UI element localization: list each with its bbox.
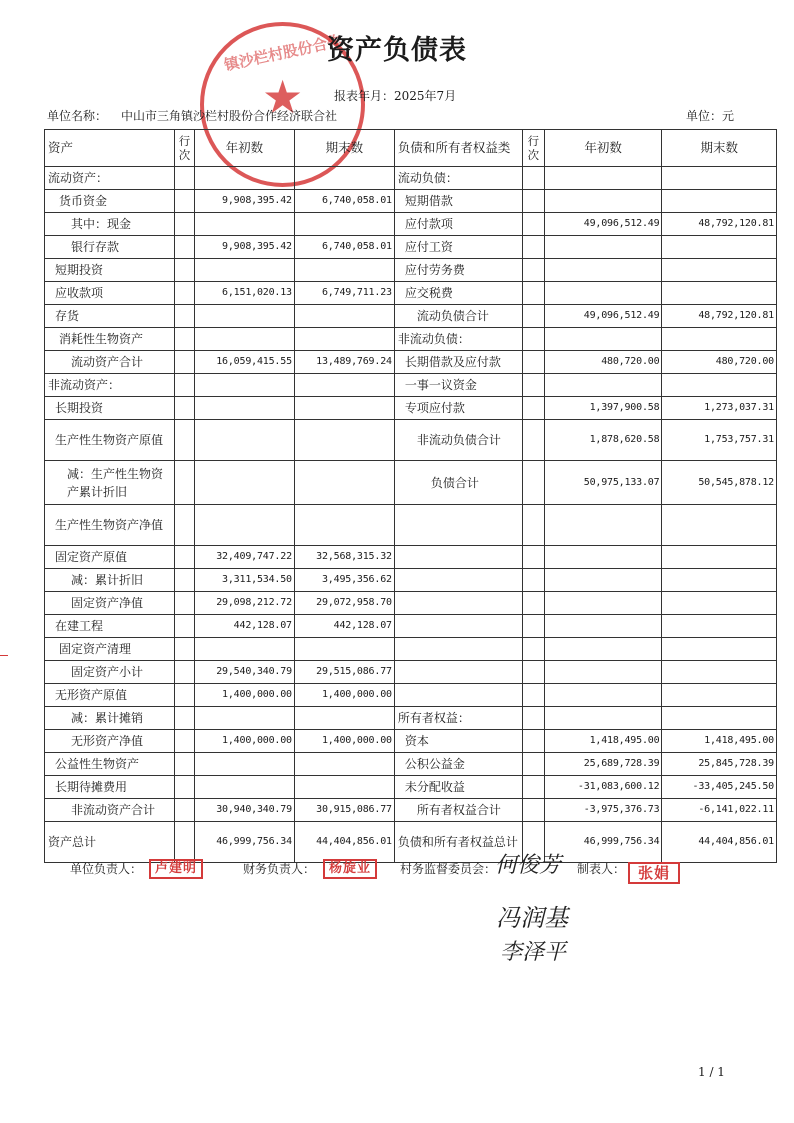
asset-begin: 29,098,212.72	[194, 592, 294, 615]
table-row	[45, 351, 777, 374]
liability-label	[394, 638, 522, 661]
col-begin2: 年初数	[544, 130, 662, 167]
liability-end: -6,141,022.11	[662, 799, 777, 822]
liability-begin: 1,397,900.58	[544, 397, 662, 420]
liability-begin	[544, 592, 662, 615]
liability-begin	[544, 259, 662, 282]
asset-label: 固定资产净值	[45, 592, 175, 615]
asset-begin	[194, 707, 294, 730]
liability-begin: 25,689,728.39	[544, 753, 662, 776]
liability-end	[662, 505, 777, 546]
liability-seq	[522, 730, 544, 753]
liability-begin: -3,975,376.73	[544, 799, 662, 822]
table-row	[45, 684, 777, 707]
asset-end	[294, 397, 394, 420]
liability-begin	[544, 328, 662, 351]
liability-begin	[544, 707, 662, 730]
asset-seq	[175, 461, 195, 505]
liability-end	[662, 707, 777, 730]
liability-begin	[544, 615, 662, 638]
asset-end	[294, 753, 394, 776]
asset-seq	[175, 707, 195, 730]
liability-end	[662, 236, 777, 259]
liability-end: 1,418,495.00	[662, 730, 777, 753]
liability-end	[662, 592, 777, 615]
liability-label	[394, 505, 522, 546]
asset-begin: 30,940,340.79	[194, 799, 294, 822]
liability-end: 50,545,878.12	[662, 461, 777, 505]
asset-label: 生产性生物资产原值	[45, 420, 175, 461]
preparer-label: 制表人：	[577, 862, 626, 876]
liability-seq	[522, 190, 544, 213]
asset-end: 29,515,086.77	[294, 661, 394, 684]
liability-label: 非流动负债合计	[394, 420, 522, 461]
asset-seq	[175, 505, 195, 546]
liability-seq	[522, 282, 544, 305]
balance-sheet-body	[45, 167, 777, 863]
asset-begin: 29,540,340.79	[194, 661, 294, 684]
asset-label: 无形资产净值	[45, 730, 175, 753]
table-row	[45, 546, 777, 569]
asset-begin	[194, 213, 294, 236]
table-row	[45, 259, 777, 282]
liability-begin	[544, 638, 662, 661]
liability-end: -33,405,245.50	[662, 776, 777, 799]
unit-name-label: 单位名称：	[47, 109, 108, 123]
supervision-signature-3: 李泽平	[500, 940, 567, 965]
liability-seq	[522, 684, 544, 707]
asset-seq	[175, 753, 195, 776]
liability-label: 负债和所有者权益总计	[394, 822, 522, 863]
asset-end	[294, 213, 394, 236]
asset-label: 长期待摊费用	[45, 776, 175, 799]
asset-end	[294, 305, 394, 328]
liability-seq	[522, 351, 544, 374]
liability-label: 未分配收益	[394, 776, 522, 799]
page-title: 资产负债表	[327, 35, 467, 66]
table-header	[45, 130, 777, 167]
report-period	[334, 87, 456, 104]
liability-begin	[544, 167, 662, 190]
asset-begin: 9,908,395.42	[194, 190, 294, 213]
liability-seq	[522, 374, 544, 397]
asset-label: 固定资产小计	[45, 661, 175, 684]
liability-seq	[522, 569, 544, 592]
liability-label: 负债合计	[394, 461, 522, 505]
liability-seq	[522, 546, 544, 569]
asset-seq	[175, 236, 195, 259]
asset-label: 公益性生物资产	[45, 753, 175, 776]
col-seq: 行次	[175, 130, 195, 167]
balance-sheet-table	[44, 129, 777, 863]
liability-begin	[544, 282, 662, 305]
table-row	[45, 592, 777, 615]
unit-name-value: 中山市三角镇沙栏村股份合作经济联合社	[121, 109, 338, 123]
liability-end: 1,273,037.31	[662, 397, 777, 420]
asset-seq	[175, 684, 195, 707]
liability-label: 短期借款	[394, 190, 522, 213]
table-row	[45, 420, 777, 461]
asset-seq	[175, 546, 195, 569]
asset-begin	[194, 461, 294, 505]
asset-label: 其中：现金	[45, 213, 175, 236]
liability-seq	[522, 615, 544, 638]
seal-star-icon: ★	[262, 70, 304, 124]
col-seq2: 行次	[522, 130, 544, 167]
asset-seq	[175, 259, 195, 282]
asset-begin: 46,999,756.34	[194, 822, 294, 863]
liability-begin: 49,096,512.49	[544, 305, 662, 328]
asset-seq	[175, 420, 195, 461]
table-row	[45, 167, 777, 190]
asset-begin	[194, 638, 294, 661]
asset-begin	[194, 753, 294, 776]
asset-label: 消耗性生物资产	[45, 328, 175, 351]
liability-begin	[544, 190, 662, 213]
col-asset: 资产	[45, 130, 175, 167]
table-row	[45, 190, 777, 213]
table-row	[45, 305, 777, 328]
asset-seq	[175, 167, 195, 190]
asset-begin	[194, 167, 294, 190]
head-stamp: 卢建明	[149, 859, 203, 879]
asset-label: 减：生产性生物资产累计折旧	[45, 461, 175, 505]
asset-seq	[175, 730, 195, 753]
liability-begin: 50,975,133.07	[544, 461, 662, 505]
liability-seq	[522, 259, 544, 282]
liability-end: 1,753,757.31	[662, 420, 777, 461]
liability-begin: 49,096,512.49	[544, 213, 662, 236]
liability-label	[394, 684, 522, 707]
liability-label: 所有者权益：	[394, 707, 522, 730]
liability-begin	[544, 684, 662, 707]
asset-end: 1,400,000.00	[294, 684, 394, 707]
asset-begin	[194, 505, 294, 546]
asset-end: 29,072,958.70	[294, 592, 394, 615]
report-period-value: 2025年7月	[394, 89, 457, 103]
asset-seq	[175, 328, 195, 351]
liability-end	[662, 684, 777, 707]
liability-seq	[522, 213, 544, 236]
supervision-label: 村务监督委员会：	[400, 862, 497, 876]
asset-begin	[194, 397, 294, 420]
table-row	[45, 822, 777, 863]
asset-seq	[175, 305, 195, 328]
liability-label: 一事一议资金	[394, 374, 522, 397]
page-number: 1 / 1	[698, 1065, 725, 1079]
asset-end: 6,749,711.23	[294, 282, 394, 305]
liability-label	[394, 592, 522, 615]
asset-label: 存货	[45, 305, 175, 328]
asset-begin	[194, 305, 294, 328]
asset-end	[294, 167, 394, 190]
asset-seq	[175, 397, 195, 420]
asset-label: 无形资产原值	[45, 684, 175, 707]
liability-seq	[522, 397, 544, 420]
asset-seq	[175, 569, 195, 592]
liability-begin: 1,878,620.58	[544, 420, 662, 461]
asset-begin: 16,059,415.55	[194, 351, 294, 374]
liability-seq	[522, 638, 544, 661]
asset-end: 44,404,856.01	[294, 822, 394, 863]
asset-seq	[175, 776, 195, 799]
liability-label	[394, 546, 522, 569]
liability-seq	[522, 776, 544, 799]
table-row	[45, 397, 777, 420]
asset-seq	[175, 799, 195, 822]
liability-label	[394, 661, 522, 684]
liability-begin: 1,418,495.00	[544, 730, 662, 753]
liability-end	[662, 190, 777, 213]
head-label: 单位负责人：	[70, 862, 143, 876]
asset-seq	[175, 190, 195, 213]
liability-label: 应付款项	[394, 213, 522, 236]
asset-label: 减：累计摊销	[45, 707, 175, 730]
asset-begin: 442,128.07	[194, 615, 294, 638]
liability-begin: 46,999,756.34	[544, 822, 662, 863]
preparer-stamp: 张娟	[628, 862, 680, 884]
liability-seq	[522, 505, 544, 546]
asset-end	[294, 259, 394, 282]
asset-label: 流动资产：	[45, 167, 175, 190]
asset-begin: 32,409,747.22	[194, 546, 294, 569]
liability-begin	[544, 374, 662, 397]
asset-seq	[175, 213, 195, 236]
col-begin: 年初数	[194, 130, 294, 167]
asset-seq	[175, 638, 195, 661]
liability-end	[662, 638, 777, 661]
finance-label: 财务负责人：	[243, 862, 316, 876]
asset-end	[294, 638, 394, 661]
asset-label: 非流动资产：	[45, 374, 175, 397]
col-end: 期末数	[294, 130, 394, 167]
asset-label: 生产性生物资产净值	[45, 505, 175, 546]
asset-begin: 6,151,020.13	[194, 282, 294, 305]
asset-label: 在建工程	[45, 615, 175, 638]
asset-label: 资产总计	[45, 822, 175, 863]
currency-unit: 单位：元	[686, 109, 735, 123]
table-row	[45, 282, 777, 305]
liability-seq	[522, 420, 544, 461]
asset-end	[294, 328, 394, 351]
liability-seq	[522, 167, 544, 190]
liability-seq	[522, 592, 544, 615]
asset-end	[294, 461, 394, 505]
table-row	[45, 799, 777, 822]
asset-begin	[194, 420, 294, 461]
liability-label: 应交税费	[394, 282, 522, 305]
asset-label: 固定资产原值	[45, 546, 175, 569]
asset-seq	[175, 374, 195, 397]
asset-seq	[175, 615, 195, 638]
asset-label: 应收款项	[45, 282, 175, 305]
liability-label: 应付劳务费	[394, 259, 522, 282]
asset-end	[294, 707, 394, 730]
liability-label: 非流动负债：	[394, 328, 522, 351]
supervision-signature-1: 何俊芳	[495, 853, 562, 878]
asset-seq	[175, 822, 195, 863]
liability-label	[394, 615, 522, 638]
asset-end	[294, 776, 394, 799]
liability-end	[662, 615, 777, 638]
table-row	[45, 753, 777, 776]
table-row	[45, 374, 777, 397]
col-end2: 期末数	[662, 130, 777, 167]
asset-label: 长期投资	[45, 397, 175, 420]
asset-label: 银行存款	[45, 236, 175, 259]
table-row	[45, 236, 777, 259]
table-row	[45, 661, 777, 684]
liability-end	[662, 569, 777, 592]
liability-seq	[522, 753, 544, 776]
report-period-label: 报表年月：	[334, 89, 395, 103]
liability-label: 专项应付款	[394, 397, 522, 420]
liability-label: 公积公益金	[394, 753, 522, 776]
liability-end: 480,720.00	[662, 351, 777, 374]
asset-seq	[175, 592, 195, 615]
asset-seq	[175, 661, 195, 684]
asset-end: 1,400,000.00	[294, 730, 394, 753]
liability-seq	[522, 305, 544, 328]
liability-begin	[544, 546, 662, 569]
asset-begin: 3,311,534.50	[194, 569, 294, 592]
liability-end	[662, 374, 777, 397]
asset-label: 短期投资	[45, 259, 175, 282]
asset-end	[294, 505, 394, 546]
liability-seq	[522, 707, 544, 730]
asset-begin	[194, 259, 294, 282]
liability-end	[662, 167, 777, 190]
liability-end	[662, 282, 777, 305]
table-row	[45, 638, 777, 661]
table-row	[45, 213, 777, 236]
unit-name	[47, 107, 337, 124]
asset-label: 减：累计折旧	[45, 569, 175, 592]
asset-begin	[194, 328, 294, 351]
asset-begin: 1,400,000.00	[194, 730, 294, 753]
liability-end	[662, 259, 777, 282]
asset-label: 非流动资产合计	[45, 799, 175, 822]
table-row	[45, 505, 777, 546]
asset-end: 6,740,058.01	[294, 190, 394, 213]
table-row	[45, 461, 777, 505]
asset-end: 32,568,315.32	[294, 546, 394, 569]
table-row	[45, 776, 777, 799]
liability-label: 资本	[394, 730, 522, 753]
liability-label: 应付工资	[394, 236, 522, 259]
liability-seq	[522, 461, 544, 505]
liability-label: 流动负债合计	[394, 305, 522, 328]
asset-seq	[175, 282, 195, 305]
liability-begin	[544, 569, 662, 592]
asset-label: 固定资产清理	[45, 638, 175, 661]
liability-begin	[544, 505, 662, 546]
asset-end	[294, 374, 394, 397]
asset-end: 6,740,058.01	[294, 236, 394, 259]
seal-text: 镇沙栏村股份合作	[222, 31, 344, 75]
asset-begin	[194, 374, 294, 397]
liability-label: 所有者权益合计	[394, 799, 522, 822]
liability-seq	[522, 328, 544, 351]
liability-begin	[544, 236, 662, 259]
edge-mark	[0, 655, 8, 656]
asset-end: 442,128.07	[294, 615, 394, 638]
liability-label: 长期借款及应付款	[394, 351, 522, 374]
asset-begin: 9,908,395.42	[194, 236, 294, 259]
asset-seq	[175, 351, 195, 374]
liability-seq	[522, 661, 544, 684]
liability-end: 48,792,120.81	[662, 305, 777, 328]
liability-begin: 480,720.00	[544, 351, 662, 374]
liability-end	[662, 328, 777, 351]
table-row	[45, 569, 777, 592]
supervision-signature-2: 冯润基	[496, 904, 568, 932]
asset-end: 30,915,086.77	[294, 799, 394, 822]
liability-begin	[544, 661, 662, 684]
liability-end	[662, 661, 777, 684]
liability-seq	[522, 236, 544, 259]
liability-begin: -31,083,600.12	[544, 776, 662, 799]
liability-label: 流动负债：	[394, 167, 522, 190]
col-liability: 负债和所有者权益类	[394, 130, 522, 167]
liability-end: 48,792,120.81	[662, 213, 777, 236]
asset-end: 13,489,769.24	[294, 351, 394, 374]
asset-begin: 1,400,000.00	[194, 684, 294, 707]
table-row	[45, 615, 777, 638]
table-row	[45, 730, 777, 753]
finance-stamp: 杨旋业	[323, 859, 377, 879]
table-row	[45, 328, 777, 351]
liability-end: 44,404,856.01	[662, 822, 777, 863]
asset-end: 3,495,356.62	[294, 569, 394, 592]
liability-end: 25,845,728.39	[662, 753, 777, 776]
liability-end	[662, 546, 777, 569]
asset-label: 流动资产合计	[45, 351, 175, 374]
liability-seq	[522, 799, 544, 822]
liability-label	[394, 569, 522, 592]
asset-begin	[194, 776, 294, 799]
table-row	[45, 707, 777, 730]
asset-end	[294, 420, 394, 461]
asset-label: 货币资金	[45, 190, 175, 213]
